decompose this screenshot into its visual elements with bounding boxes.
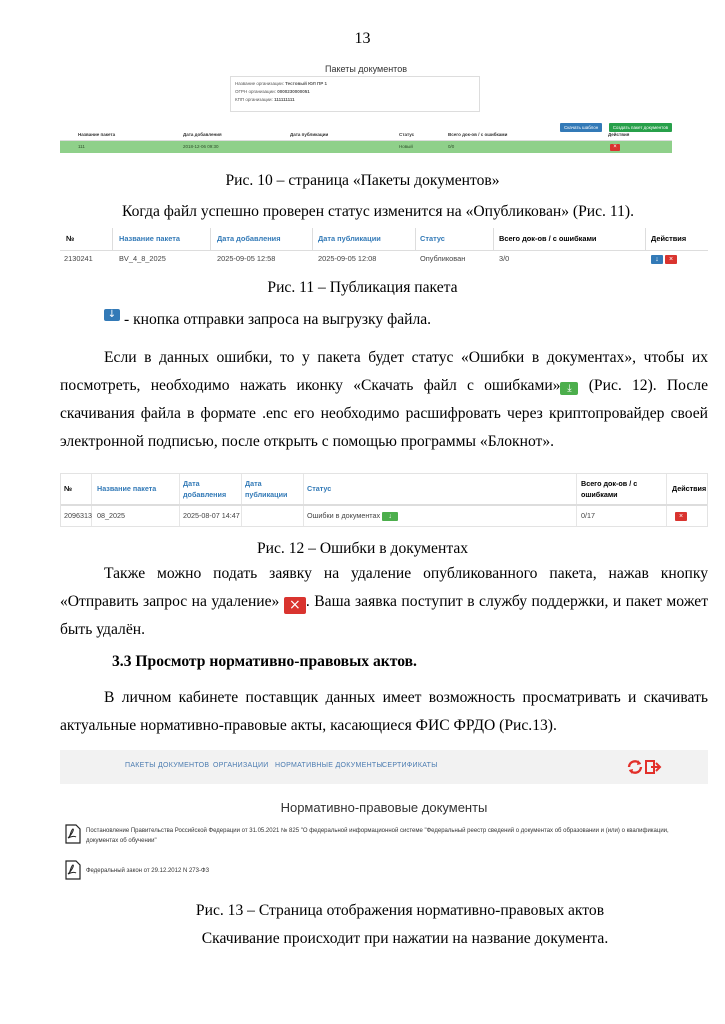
figure-13-caption: Рис. 13 – Страница отображения нормативно-правовых актов — [195, 902, 605, 919]
nav-packages[interactable]: ПАКЕТЫ ДОКУМЕНТОВ — [125, 762, 210, 769]
download-errors-icon[interactable]: ↓ — [382, 512, 398, 521]
col-published[interactable] — [245, 478, 287, 500]
download-errors-icon: ⤓ — [560, 382, 578, 395]
row-status: Ошибки в документах — [307, 511, 381, 520]
col-added: Дата добавления — [183, 132, 222, 137]
row-counts: 0/0 — [448, 144, 455, 149]
document-link-1[interactable] — [86, 826, 706, 846]
col-counts-line2: ошибками — [581, 490, 618, 499]
col-num: № — [64, 484, 73, 493]
row-counts: 0/17 — [581, 511, 595, 520]
delete-button[interactable]: × — [610, 144, 620, 151]
row-status: Опубликован — [420, 254, 466, 263]
col-status: Статус — [399, 132, 415, 137]
col-counts-line1: Всего док-ов / с — [581, 479, 638, 488]
paragraph-delete-request — [60, 560, 708, 644]
col-added-line2: добавления — [183, 490, 227, 499]
col-counts — [581, 478, 637, 500]
refresh-logout-icon[interactable] — [626, 758, 662, 776]
packages-title: Пакеты документов — [325, 64, 407, 74]
col-counts: Всего док-ов / с ошибками — [448, 132, 508, 137]
row-added: 2025-08-07 14:47 — [183, 511, 240, 520]
row-name: 08_2025 — [97, 511, 125, 520]
top-navigation — [60, 750, 708, 784]
col-actions: Действия — [651, 234, 687, 243]
col-num: № — [66, 234, 75, 243]
row-published: 2025-09-05 12:08 — [318, 254, 377, 263]
col-published-line2: публикации — [245, 490, 288, 499]
col-published[interactable]: Дата публикации — [318, 234, 381, 243]
row-num: 2096313 — [64, 511, 92, 520]
row-added: 2025-09-05 12:58 — [217, 254, 276, 263]
row-counts: 3/0 — [499, 254, 510, 263]
delete-icon[interactable]: × — [675, 512, 687, 521]
col-published-line1: Дата — [245, 479, 262, 488]
delete-request-icon: × — [284, 597, 306, 614]
table-header — [61, 474, 707, 506]
nav-organizations[interactable]: ОРГАНИЗАЦИИ — [213, 762, 269, 769]
pdf-icon — [64, 860, 82, 880]
document-1-line2[interactable]: документах об обучении" — [86, 838, 157, 844]
row-status: Новый — [399, 144, 413, 149]
col-name[interactable]: Название пакета — [119, 234, 180, 243]
paragraph-errors-part1: Если в данных ошибки, то у пакета будет статус «Ошибки в документах», чтобы их посмотреть, необходимо нажать иконку «Скачать файл с ошибками» — [60, 349, 708, 394]
col-name: Название пакета — [78, 132, 116, 137]
create-package-button[interactable]: Создать пакет документов — [609, 123, 672, 132]
col-actions: Действия — [672, 484, 707, 493]
kpp-value: 111111111 — [274, 97, 295, 102]
col-name[interactable]: Название пакета — [97, 484, 157, 493]
col-counts: Всего док-ов / с ошибками — [499, 234, 597, 243]
download-arrow-icon: ↓ — [104, 309, 120, 321]
org-name-label: Название организации: — [235, 81, 284, 86]
table-header — [60, 130, 672, 141]
figure-10-packages-screen — [60, 60, 672, 158]
figure-12-errors-table — [60, 473, 708, 527]
download-arrow-icon[interactable]: ↓ — [651, 255, 663, 264]
paragraph-delete-part2: . Ваша заявка поступит в службу поддержки, и пакет может быть удалён. — [60, 593, 709, 638]
final-line: Скачивание происходит при нажатии на название документа. — [201, 930, 609, 947]
row-name: 111 — [78, 144, 85, 149]
col-added[interactable] — [183, 478, 226, 500]
kpp-label: КПП организации: — [235, 97, 273, 102]
pdf-icon — [64, 824, 82, 844]
table-header — [60, 228, 708, 251]
page-number: 13 — [354, 30, 371, 47]
row-num: 2130241 — [64, 254, 93, 263]
ogrn-value: 0000230000051 — [277, 89, 310, 94]
org-name-value: Тестовый ЮЛ ПР 1 — [285, 81, 327, 86]
col-published: Дата публикации — [290, 132, 329, 137]
paragraph-errors-part2: (Рис. 12). После скачивания файла в формате .enc его необходимо расшифровать через криптопровайдер своей электронной подписью, после открыть с помощью программы «Блокнот». — [60, 377, 708, 450]
row-added: 2018-12-06 09:30 — [183, 144, 219, 149]
figure-11-caption: Рис. 11 – Публикация пакета — [267, 279, 458, 296]
col-status[interactable]: Статус — [307, 484, 332, 493]
col-added-line1: Дата — [183, 479, 200, 488]
col-added[interactable]: Дата добавления — [217, 234, 281, 243]
figure-11-published-table — [60, 228, 708, 268]
paragraph-normative: В личном кабинете поставщик данных имеет возможность просматривать и скачивать актуальные нормативно-правовые акты, касающиеся ФИС ФРДО (Рис.13). — [60, 689, 708, 734]
nav-normative-docs[interactable]: НОРМАТИВНЫЕ ДОКУМЕНТЫ — [275, 762, 384, 769]
document-1-line1[interactable]: Постановление Правительства Российской Федерации от 31.05.2021 № 825 "О федеральной информационной системе "Федеральный реестр сведений о документах об образовании и (или) о квалификации, — [86, 828, 669, 834]
figure-12-caption: Рис. 12 – Ошибки в документах — [256, 540, 469, 557]
download-note: - кнопка отправки запроса на выгрузку файла. — [124, 311, 432, 328]
ogrn-label: ОГРН организации: — [235, 89, 276, 94]
normative-title: Нормативно-правовые документы — [280, 800, 488, 815]
delete-icon[interactable]: × — [665, 255, 677, 264]
figure-13-normative-docs — [60, 750, 708, 890]
col-actions: Действия — [608, 132, 630, 137]
table-row — [61, 505, 707, 527]
paragraph-published: Когда файл успешно проверен статус изменится на «Опубликован» (Рис. 11). — [122, 203, 634, 220]
figure-10-caption: Рис. 10 – страница «Пакеты документов» — [225, 172, 500, 189]
table-row — [60, 250, 708, 268]
nav-certificates[interactable]: СЕРТИФИКАТЫ — [382, 762, 438, 769]
paragraph-errors — [60, 344, 708, 456]
document-link-2[interactable]: Федеральный закон от 29.12.2012 N 273-ФЗ — [86, 868, 210, 874]
organization-info-box — [230, 76, 480, 112]
section-heading: 3.3 Просмотр нормативно-правовых актов. — [112, 653, 417, 670]
col-status[interactable]: Статус — [420, 234, 445, 243]
table-row — [60, 141, 672, 153]
paragraph-delete-part1: Также можно подать заявку на удаление опубликованного пакета, нажав кнопку «Отправить запрос на удаление» — [60, 565, 708, 610]
download-template-button[interactable]: Скачать шаблон — [560, 123, 602, 132]
row-name: BV_4_8_2025 — [119, 254, 166, 263]
